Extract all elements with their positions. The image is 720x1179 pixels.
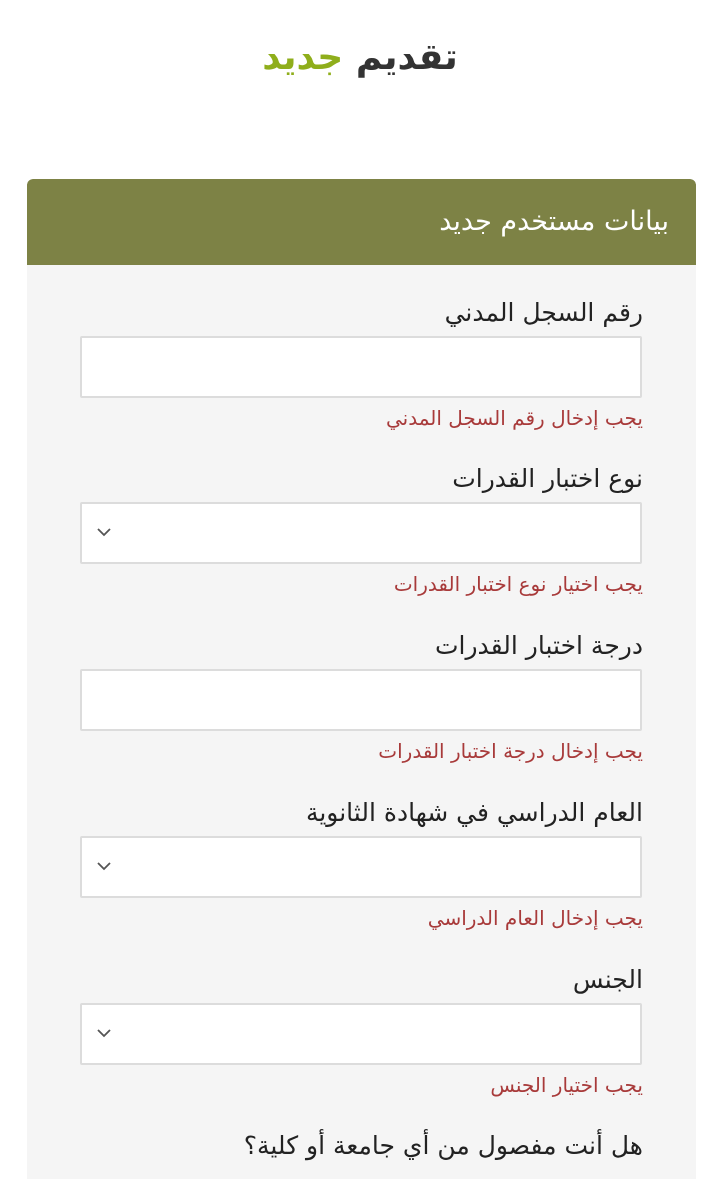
test-type-error: يجب اختيار نوع اختبار القدرات	[393, 572, 643, 596]
test-type-select[interactable]	[80, 502, 642, 564]
test-type-label: نوع اختبار القدرات	[452, 464, 643, 493]
academic-year-select[interactable]	[80, 836, 642, 898]
civil-id-label: رقم السجل المدني	[444, 298, 643, 327]
civil-id-input[interactable]	[80, 336, 642, 398]
dismissed-question-label: هل أنت مفصول من أي جامعة أو كلية؟	[243, 1131, 643, 1160]
chevron-down-icon	[96, 858, 112, 874]
chevron-down-icon	[96, 1025, 112, 1041]
test-score-error: يجب إدخال درجة اختبار القدرات	[378, 739, 643, 763]
card-header: بيانات مستخدم جديد	[27, 179, 696, 265]
gender-error: يجب اختيار الجنس	[490, 1073, 643, 1097]
page-title-main: تقديم	[355, 37, 458, 78]
academic-year-error: يجب إدخال العام الدراسي	[427, 906, 643, 930]
test-score-input[interactable]	[80, 669, 642, 731]
gender-label: الجنس	[572, 965, 643, 994]
chevron-down-icon	[96, 524, 112, 540]
academic-year-label: العام الدراسي في شهادة الثانوية	[305, 798, 643, 827]
civil-id-error: يجب إدخال رقم السجل المدني	[385, 406, 643, 430]
page-title	[0, 30, 720, 86]
gender-select[interactable]	[80, 1003, 642, 1065]
test-score-label: درجة اختبار القدرات	[434, 631, 643, 660]
new-user-form-card	[27, 179, 696, 1179]
page-title-accent: جديد	[262, 37, 344, 78]
